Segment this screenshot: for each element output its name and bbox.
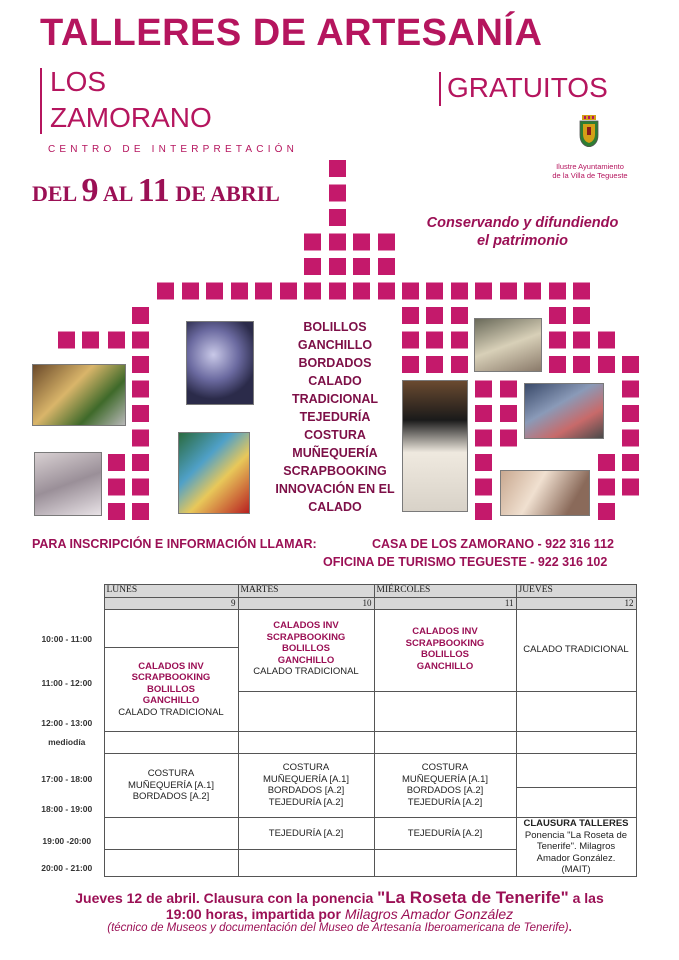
mosaic-tile bbox=[451, 283, 468, 300]
credentials-text: (técnico de Museos y documentación del Museo de Artesanía Iberoamericana de Tenerife) bbox=[107, 922, 569, 934]
tue-am-line: GANCHILLO bbox=[277, 654, 335, 666]
workshop-item: CALADO bbox=[270, 372, 400, 390]
cell-wed-mid bbox=[374, 732, 516, 754]
contact-label: PARA INSCRIPCIÓN E INFORMACIÓN LLAMAR: bbox=[32, 537, 317, 551]
mosaic-tile bbox=[475, 283, 492, 300]
thu-late-line: (MAIT) bbox=[561, 864, 591, 875]
cell-tue-20 bbox=[238, 850, 374, 876]
time-slot: 11:00 - 12:00 bbox=[41, 678, 93, 688]
cell-thu-am: CALADO TRADICIONAL bbox=[516, 610, 636, 692]
credentials-period: . bbox=[568, 922, 572, 934]
mosaic-tile bbox=[132, 381, 149, 398]
mosaic-tile bbox=[132, 503, 149, 520]
workshop-list bbox=[270, 318, 400, 516]
cell-mon-19 bbox=[104, 818, 238, 850]
mosaic-tile bbox=[132, 430, 149, 447]
photo-traditional-costume bbox=[402, 380, 468, 512]
tue-am-line: CALADO TRADICIONAL bbox=[253, 666, 359, 677]
wed-pm-line: TEJEDURÍA [A.2] bbox=[407, 796, 483, 808]
mosaic-tile bbox=[402, 332, 419, 349]
closing-line-1 bbox=[0, 890, 679, 906]
mosaic-tile bbox=[451, 332, 468, 349]
thu-late-line: Tenerife". Milagros bbox=[536, 841, 616, 852]
mosaic-tile bbox=[329, 185, 346, 202]
cell-mon-20 bbox=[104, 850, 238, 876]
cell-thu-18 bbox=[516, 788, 636, 818]
mosaic-tile bbox=[402, 307, 419, 324]
council-line-2: de la Villa de Tegueste bbox=[552, 171, 628, 180]
mosaic-tile bbox=[132, 332, 149, 349]
day-header-miercoles: MIÉRCOLES bbox=[374, 585, 516, 598]
table-row bbox=[30, 818, 636, 850]
workshop-item: TEJEDURÍA bbox=[270, 408, 400, 426]
tue-pm-line: MUÑEQUERÍA [A.1] bbox=[262, 773, 350, 785]
wed-pm-line: MUÑEQUERÍA [A.1] bbox=[401, 773, 489, 785]
mon-am-line: GANCHILLO bbox=[142, 695, 200, 707]
mosaic-tile bbox=[353, 258, 370, 275]
mosaic-tile bbox=[182, 283, 199, 300]
cell-tue-12 bbox=[238, 692, 374, 732]
mosaic-tile bbox=[598, 479, 615, 496]
tue-pm-line: TEJEDURÍA [A.2] bbox=[268, 796, 344, 808]
workshop-item: SCRAPBOOKING bbox=[270, 462, 400, 480]
mosaic-tile bbox=[451, 356, 468, 373]
slogan-line-2: el patrimonio bbox=[476, 233, 569, 249]
mosaic-tile bbox=[353, 283, 370, 300]
cell-thu-17 bbox=[516, 754, 636, 788]
cell-wed-am bbox=[374, 610, 516, 692]
mosaic-tile bbox=[157, 283, 174, 300]
mosaic-tile bbox=[132, 356, 149, 373]
contact-turismo: OFICINA DE TURISMO TEGUESTE - 922 316 102 bbox=[323, 555, 608, 569]
mosaic-tile bbox=[206, 283, 223, 300]
mosaic-tile bbox=[231, 283, 248, 300]
closing-text: Jueves 12 de abril. Clausura con la ponencia bbox=[75, 890, 378, 906]
mosaic-tile bbox=[475, 405, 492, 422]
mosaic-tile bbox=[426, 283, 443, 300]
mosaic-tile bbox=[622, 454, 639, 471]
mosaic-tile bbox=[475, 503, 492, 520]
mon-pm-line: MUÑEQUERÍA [A.1] bbox=[127, 779, 215, 791]
mosaic-tile bbox=[108, 454, 125, 471]
corner-cell bbox=[30, 585, 104, 610]
wed-am-line: CALADOS INV bbox=[412, 626, 478, 637]
mosaic-tile bbox=[378, 234, 395, 251]
mosaic-tile bbox=[598, 454, 615, 471]
dates-from: 9 bbox=[81, 172, 99, 209]
mosaic-tile bbox=[378, 283, 395, 300]
photo-bolillos-lace bbox=[32, 364, 126, 426]
photo-scrapbook bbox=[178, 432, 250, 514]
cell-tue-pm bbox=[238, 754, 374, 818]
mosaic-tile bbox=[329, 234, 346, 251]
closing-text: 19:00 horas, impartida por bbox=[165, 906, 345, 922]
table-row bbox=[30, 732, 636, 754]
mosaic-tile bbox=[524, 283, 541, 300]
mosaic-tile bbox=[255, 283, 272, 300]
cell-wed-20 bbox=[374, 850, 516, 876]
day-number-lunes: 9 bbox=[104, 597, 238, 610]
photo-sewing-class bbox=[474, 318, 542, 372]
mosaic-tile bbox=[451, 307, 468, 324]
workshop-item: BOLILLOS bbox=[270, 318, 400, 336]
cell-thu-12 bbox=[516, 692, 636, 732]
mosaic-tile bbox=[329, 209, 346, 226]
thu-late-line: Ponencia "La Roseta de bbox=[524, 829, 628, 841]
mosaic-tile bbox=[573, 283, 590, 300]
day-number-miercoles: 11 bbox=[374, 597, 516, 610]
mosaic-tile bbox=[132, 405, 149, 422]
mosaic-tile bbox=[573, 307, 590, 324]
schedule-header-row bbox=[30, 585, 636, 598]
venue-line-2: ZAMORANO bbox=[50, 102, 212, 133]
mon-am-line: BOLILLOS bbox=[146, 683, 196, 695]
day-number-martes: 10 bbox=[238, 597, 374, 610]
time-slot: 19:00 -20:00 bbox=[42, 836, 92, 847]
workshop-item: GANCHILLO bbox=[270, 336, 400, 354]
tue-am-line: CALADOS INV bbox=[273, 620, 339, 631]
mosaic-tile bbox=[132, 479, 149, 496]
mosaic-tile bbox=[426, 332, 443, 349]
workshop-item: CALADO bbox=[270, 498, 400, 516]
mosaic-tile bbox=[475, 454, 492, 471]
mosaic-tile bbox=[598, 356, 615, 373]
mosaic-tile bbox=[622, 479, 639, 496]
mosaic-tile bbox=[475, 479, 492, 496]
tue-am-line: BOLILLOS bbox=[281, 643, 331, 654]
closing-note bbox=[0, 890, 679, 922]
cell-mon-mid bbox=[104, 732, 238, 754]
mosaic-tile bbox=[402, 283, 419, 300]
cell-mon-10 bbox=[104, 610, 238, 648]
mon-pm-line: COSTURA bbox=[147, 768, 195, 779]
day-header-martes: MARTES bbox=[238, 585, 374, 598]
day-header-jueves: JUEVES bbox=[516, 585, 636, 598]
mosaic-tile bbox=[82, 332, 99, 349]
mosaic-tile bbox=[108, 479, 125, 496]
dates-to: 11 bbox=[137, 172, 170, 209]
closing-text: a las bbox=[568, 890, 604, 906]
cell-thu-mid bbox=[516, 732, 636, 754]
cell-tue-am bbox=[238, 610, 374, 692]
mosaic-tile bbox=[475, 430, 492, 447]
mosaic-tile bbox=[622, 356, 639, 373]
photo-workshop-group bbox=[500, 470, 590, 516]
time-slot: mediodía bbox=[48, 736, 86, 747]
workshop-item: BORDADOS bbox=[270, 354, 400, 372]
mon-am-line: CALADO TRADICIONAL bbox=[118, 706, 224, 718]
free-label: GRATUITOS bbox=[447, 72, 608, 103]
mosaic-tile bbox=[598, 332, 615, 349]
speaker-name: Milagros Amador González bbox=[344, 906, 514, 922]
mosaic-tile bbox=[500, 430, 517, 447]
mosaic-tile bbox=[402, 356, 419, 373]
mosaic-tile bbox=[622, 381, 639, 398]
mosaic-tile bbox=[108, 332, 125, 349]
table-row bbox=[30, 754, 636, 788]
mosaic-tile bbox=[573, 356, 590, 373]
cell-mon-pm bbox=[104, 754, 238, 818]
tue-pm-line: COSTURA bbox=[282, 762, 330, 773]
mon-am-line: CALADOS INV bbox=[138, 660, 204, 672]
time-slot: 10:00 - 11:00 bbox=[41, 634, 93, 644]
mosaic-tile bbox=[132, 307, 149, 324]
time-slot: 20:00 - 21:00 bbox=[41, 862, 93, 873]
mosaic-tile bbox=[573, 332, 590, 349]
mosaic-tile bbox=[304, 258, 321, 275]
mosaic-tile bbox=[58, 332, 75, 349]
thu-late-line: Amador González. bbox=[536, 852, 616, 864]
mosaic-tile bbox=[598, 503, 615, 520]
schedule-table bbox=[30, 584, 637, 877]
mosaic-tile bbox=[549, 307, 566, 324]
mosaic-tile bbox=[549, 356, 566, 373]
cell-tue-mid bbox=[238, 732, 374, 754]
tue-pm-line: BORDADOS [A.2] bbox=[267, 785, 345, 796]
mosaic-tile bbox=[549, 332, 566, 349]
mosaic-tile bbox=[500, 381, 517, 398]
closing-line-2 bbox=[0, 906, 679, 922]
wed-pm-line: BORDADOS [A.2] bbox=[406, 785, 484, 796]
mosaic-tile bbox=[304, 283, 321, 300]
dates-month: DE ABRIL bbox=[175, 181, 280, 206]
cell-mon-am bbox=[104, 648, 238, 732]
schedule-date-row bbox=[30, 597, 636, 610]
contact-casa: CASA DE LOS ZAMORANO - 922 316 112 bbox=[372, 537, 614, 551]
mosaic-tile bbox=[622, 405, 639, 422]
mosaic-tile bbox=[500, 283, 517, 300]
venue-subtitle: CENTRO DE INTERPRETACIÓN bbox=[48, 144, 299, 155]
workshop-item: TRADICIONAL bbox=[270, 390, 400, 408]
workshop-item: MUÑEQUERÍA bbox=[270, 444, 400, 462]
table-row bbox=[30, 610, 636, 648]
mosaic-tile bbox=[280, 283, 297, 300]
day-header-lunes: LUNES bbox=[104, 585, 238, 598]
photo-hands-embroidery bbox=[34, 452, 102, 516]
poster-title: TALLERES DE ARTESANÍA bbox=[40, 12, 543, 54]
mosaic-tile bbox=[475, 381, 492, 398]
dates-del: DEL bbox=[32, 181, 77, 206]
mosaic-tile bbox=[426, 307, 443, 324]
mosaic-tile bbox=[622, 430, 639, 447]
cell-wed-pm bbox=[374, 754, 516, 818]
council-line-1: Ilustre Ayuntamiento bbox=[556, 162, 624, 171]
photo-loom bbox=[524, 383, 604, 439]
cell-wed-12 bbox=[374, 692, 516, 732]
workshop-item: COSTURA bbox=[270, 426, 400, 444]
venue-line-1: LOS bbox=[50, 66, 107, 97]
tue-am-line: SCRAPBOOKING bbox=[266, 631, 346, 643]
dates-al: AL bbox=[102, 181, 133, 206]
thu-late-line: CLAUSURA TALLERES bbox=[523, 818, 629, 829]
mon-pm-line: BORDADOS [A.2] bbox=[132, 791, 210, 802]
wed-pm-line: COSTURA bbox=[421, 762, 469, 773]
cell-tue-late: TEJEDURÍA [A.2] bbox=[238, 818, 374, 850]
mosaic-tile bbox=[329, 283, 346, 300]
mosaic-tile bbox=[426, 356, 443, 373]
photo-crochet-bracelets bbox=[186, 321, 254, 405]
mosaic-tile bbox=[304, 234, 321, 251]
slogan-line-1: Conservando y difundiendo bbox=[426, 215, 619, 231]
wed-am-line: BOLILLOS bbox=[420, 649, 470, 660]
time-slot: 18:00 - 19:00 bbox=[41, 804, 93, 814]
workshop-item: INNOVACIÓN EN EL bbox=[270, 480, 400, 498]
speaker-credentials bbox=[0, 922, 679, 934]
wed-am-line: SCRAPBOOKING bbox=[405, 637, 485, 649]
mosaic-tile bbox=[329, 258, 346, 275]
mosaic-tile bbox=[353, 234, 370, 251]
wed-am-line: GANCHILLO bbox=[416, 660, 474, 672]
cell-thu-late bbox=[516, 818, 636, 877]
mon-am-line: SCRAPBOOKING bbox=[131, 672, 211, 684]
mosaic-tile bbox=[132, 454, 149, 471]
mosaic-tile bbox=[500, 405, 517, 422]
mosaic-tile bbox=[108, 503, 125, 520]
time-slot: 17:00 - 18:00 bbox=[41, 774, 93, 784]
mosaic-tile bbox=[378, 258, 395, 275]
day-number-jueves: 12 bbox=[516, 597, 636, 610]
time-slot: 12:00 - 13:00 bbox=[41, 718, 93, 728]
cell-wed-late: TEJEDURÍA [A.2] bbox=[374, 818, 516, 850]
mosaic-tile bbox=[549, 283, 566, 300]
mosaic-tile bbox=[329, 160, 346, 177]
talk-title: "La Roseta de Tenerife" bbox=[377, 888, 569, 907]
